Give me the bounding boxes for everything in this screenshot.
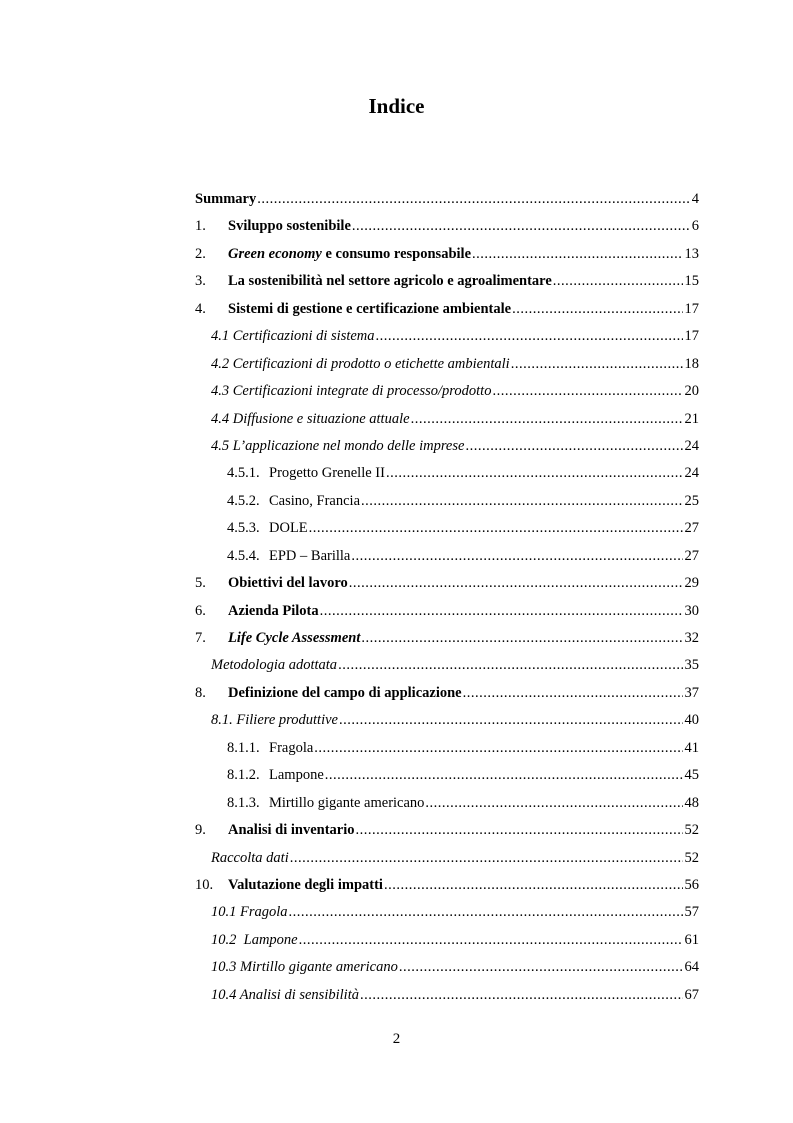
toc-entry-title: Metodologia adottata: [211, 657, 338, 674]
toc-page-number: 4: [691, 191, 699, 207]
toc-page-number: 25: [684, 492, 699, 509]
toc-entry-subsection[interactable]: [195, 795, 699, 822]
toc-entry-title: La sostenibilità nel settore agricolo e agroalimentare: [228, 273, 552, 290]
toc-page-number: 64: [684, 959, 699, 976]
toc-page-number: 40: [684, 712, 699, 729]
toc-page-number: 15: [684, 273, 699, 290]
dot-leader: [425, 795, 682, 812]
toc-page-number: 6: [691, 218, 699, 235]
toc-entry-title: Raccolta dati: [211, 849, 289, 866]
toc-entry-chapter[interactable]: [195, 575, 699, 602]
toc-entry-title: EPD – Barilla: [269, 547, 351, 564]
toc-subsection-number: 4.5.2.: [227, 492, 260, 509]
dot-leader: [339, 712, 683, 729]
toc-entry-chapter[interactable]: [195, 685, 699, 712]
toc-entry-title: 4.4 Diffusione e situazione attuale: [211, 410, 410, 427]
toc-entry-title: 10.4 Analisi di sensibilità: [211, 986, 359, 1003]
toc-entry-section[interactable]: [195, 356, 699, 383]
toc-entry-section[interactable]: [195, 987, 699, 1014]
dot-leader: [386, 465, 683, 482]
toc-subsection-number: 8.1.1.: [227, 739, 260, 756]
toc-chapter-number: 2.: [195, 245, 206, 262]
toc-page-number: 52: [684, 849, 699, 866]
page-number: 2: [392, 1031, 401, 1047]
toc-entry-title: Definizione del campo di applicazione: [228, 684, 462, 701]
toc-entry-title: Azienda Pilota: [228, 602, 319, 619]
toc-entry-title: Valutazione degli impatti: [228, 876, 383, 893]
toc-entry-title: 10.1 Fragola: [211, 904, 288, 921]
toc-page-number: 13: [684, 245, 699, 262]
toc-page-number: 32: [684, 630, 699, 646]
dot-leader: [512, 301, 682, 318]
dot-leader: [361, 493, 682, 510]
toc-entry-chapter[interactable]: [195, 877, 699, 904]
toc-entry-subsection[interactable]: [195, 767, 699, 794]
toc-entry-subsection[interactable]: [195, 493, 699, 520]
toc-page-number: 29: [684, 575, 699, 592]
toc-entry-title: Casino, Francia: [269, 492, 361, 509]
dot-leader: [325, 767, 683, 784]
dot-leader: [352, 218, 690, 235]
toc-chapter-number: 8.: [195, 684, 206, 701]
toc-entry-summary[interactable]: [195, 191, 699, 218]
dot-leader: [472, 246, 682, 263]
toc-entry-title: 4.2 Certificazioni di prodotto o etichette ambientali: [211, 355, 510, 372]
dot-leader: [511, 356, 683, 373]
toc-entry-chapter[interactable]: [195, 273, 699, 300]
toc-entry-title: Summary: [195, 191, 257, 207]
dot-leader: [351, 548, 682, 565]
toc-entry-section[interactable]: [195, 932, 699, 959]
toc-page-number: 27: [684, 547, 699, 564]
toc-entry-subsection[interactable]: [195, 548, 699, 575]
toc-entry-section[interactable]: [195, 328, 699, 355]
toc-page-number: 67: [684, 986, 699, 1003]
toc-entry-section[interactable]: [195, 657, 699, 684]
toc-entry-chapter[interactable]: [195, 246, 699, 273]
toc-page-number: 48: [684, 794, 699, 811]
toc-subsection-number: 4.5.1.: [227, 465, 260, 482]
toc-entry-title: [228, 246, 471, 263]
dot-leader: [356, 822, 683, 839]
toc-entry-chapter[interactable]: [195, 630, 699, 657]
dot-leader: [376, 328, 683, 345]
toc-entry-chapter[interactable]: [195, 603, 699, 630]
toc-entry-section[interactable]: [195, 411, 699, 438]
toc-page-number: 21: [684, 410, 699, 427]
toc-title-emphasis: Green economy: [228, 245, 322, 262]
toc-page-number: 37: [684, 684, 699, 701]
toc-page-number: 24: [684, 465, 699, 482]
dot-leader: [299, 932, 683, 949]
toc-entry-title: Progetto Grenelle II: [269, 465, 385, 482]
dot-leader: [360, 987, 683, 1004]
toc-page-number: 30: [684, 602, 699, 619]
toc-page-number: 35: [684, 657, 699, 674]
toc-title-rest: e consumo responsabile: [321, 245, 472, 262]
dot-leader: [289, 904, 683, 921]
toc-chapter-number: 1.: [195, 218, 206, 235]
toc-entry-title: Life Cycle Assessment: [228, 630, 361, 646]
dot-leader: [361, 630, 682, 647]
toc-entry-section[interactable]: [195, 959, 699, 986]
toc-page-number: 56: [684, 876, 699, 893]
toc-entry-subsection[interactable]: [195, 740, 699, 767]
toc-entry-chapter[interactable]: [195, 822, 699, 849]
toc-page-number: 27: [684, 520, 699, 537]
toc-chapter-number: 5.: [195, 575, 206, 592]
toc-subsection-number: 8.1.2.: [227, 767, 260, 784]
toc-entry-title: 8.1. Filiere produttive: [211, 712, 338, 729]
toc-page-number: 57: [684, 904, 699, 921]
toc-entry-section[interactable]: [195, 904, 699, 931]
dot-leader: [338, 657, 682, 674]
toc-page-number: 61: [684, 931, 699, 948]
toc-entry-title: DOLE: [269, 520, 308, 537]
toc-entry-title: Fragola: [269, 739, 314, 756]
dot-leader: [465, 438, 682, 455]
toc-page-number: 17: [684, 300, 699, 317]
dot-leader: [399, 959, 683, 976]
toc-entry-title: 4.5 L’applicazione nel mondo delle imprese: [211, 437, 465, 454]
toc-page-number: 20: [684, 383, 699, 400]
toc-entry-title: 10.2 Lampone: [211, 931, 298, 948]
dot-leader: [349, 575, 683, 592]
toc-entry-title: 4.3 Certificazioni integrate di processo/prodotto: [211, 383, 492, 400]
table-of-contents: [195, 191, 699, 1014]
toc-entry-chapter[interactable]: [195, 218, 699, 245]
toc-page-number: 45: [684, 767, 699, 784]
toc-entry-title: Mirtillo gigante americano: [269, 794, 425, 811]
dot-leader: [309, 520, 683, 537]
toc-entry-section[interactable]: [195, 712, 699, 739]
toc-entry-subsection[interactable]: [195, 465, 699, 492]
toc-entry-title: Obiettivi del lavoro: [228, 575, 348, 592]
toc-chapter-number: 10.: [195, 876, 214, 893]
toc-chapter-number: 9.: [195, 822, 206, 839]
dot-leader: [314, 740, 682, 757]
dot-leader: [411, 411, 683, 428]
toc-page-number: 24: [684, 437, 699, 454]
toc-entry-title: Analisi di inventario: [228, 822, 355, 839]
dot-leader: [320, 603, 683, 620]
toc-entry-section[interactable]: [195, 383, 699, 410]
dot-leader: [553, 273, 683, 290]
toc-page-number: 41: [684, 739, 699, 756]
dot-leader: [463, 685, 683, 702]
toc-entry-subsection[interactable]: [195, 520, 699, 547]
toc-chapter-number: 6.: [195, 602, 206, 619]
toc-entry-title: Lampone: [269, 767, 324, 784]
dot-leader: [257, 191, 690, 208]
toc-chapter-number: 7.: [195, 630, 206, 646]
dot-leader: [384, 877, 683, 894]
toc-page-number: 18: [684, 355, 699, 372]
toc-entry-title: 10.3 Mirtillo gigante americano: [211, 959, 398, 976]
page-title: Indice: [368, 94, 425, 118]
toc-subsection-number: 4.5.3.: [227, 520, 260, 537]
toc-entry-section[interactable]: [195, 438, 699, 465]
toc-subsection-number: 4.5.4.: [227, 547, 260, 564]
toc-page-number: 52: [684, 822, 699, 839]
dot-leader: [290, 850, 683, 867]
toc-page-number: 17: [684, 328, 699, 345]
toc-entry-title: Sistemi di gestione e certificazione ambientale: [228, 300, 512, 317]
toc-entry-chapter[interactable]: [195, 301, 699, 328]
toc-chapter-number: 3.: [195, 273, 206, 290]
toc-subsection-number: 8.1.3.: [227, 794, 260, 811]
toc-entry-title: Sviluppo sostenibile: [228, 218, 351, 235]
toc-entry-title: 4.1 Certificazioni di sistema: [211, 328, 375, 345]
toc-entry-section[interactable]: [195, 850, 699, 877]
toc-chapter-number: 4.: [195, 300, 206, 317]
dot-leader: [492, 383, 682, 400]
